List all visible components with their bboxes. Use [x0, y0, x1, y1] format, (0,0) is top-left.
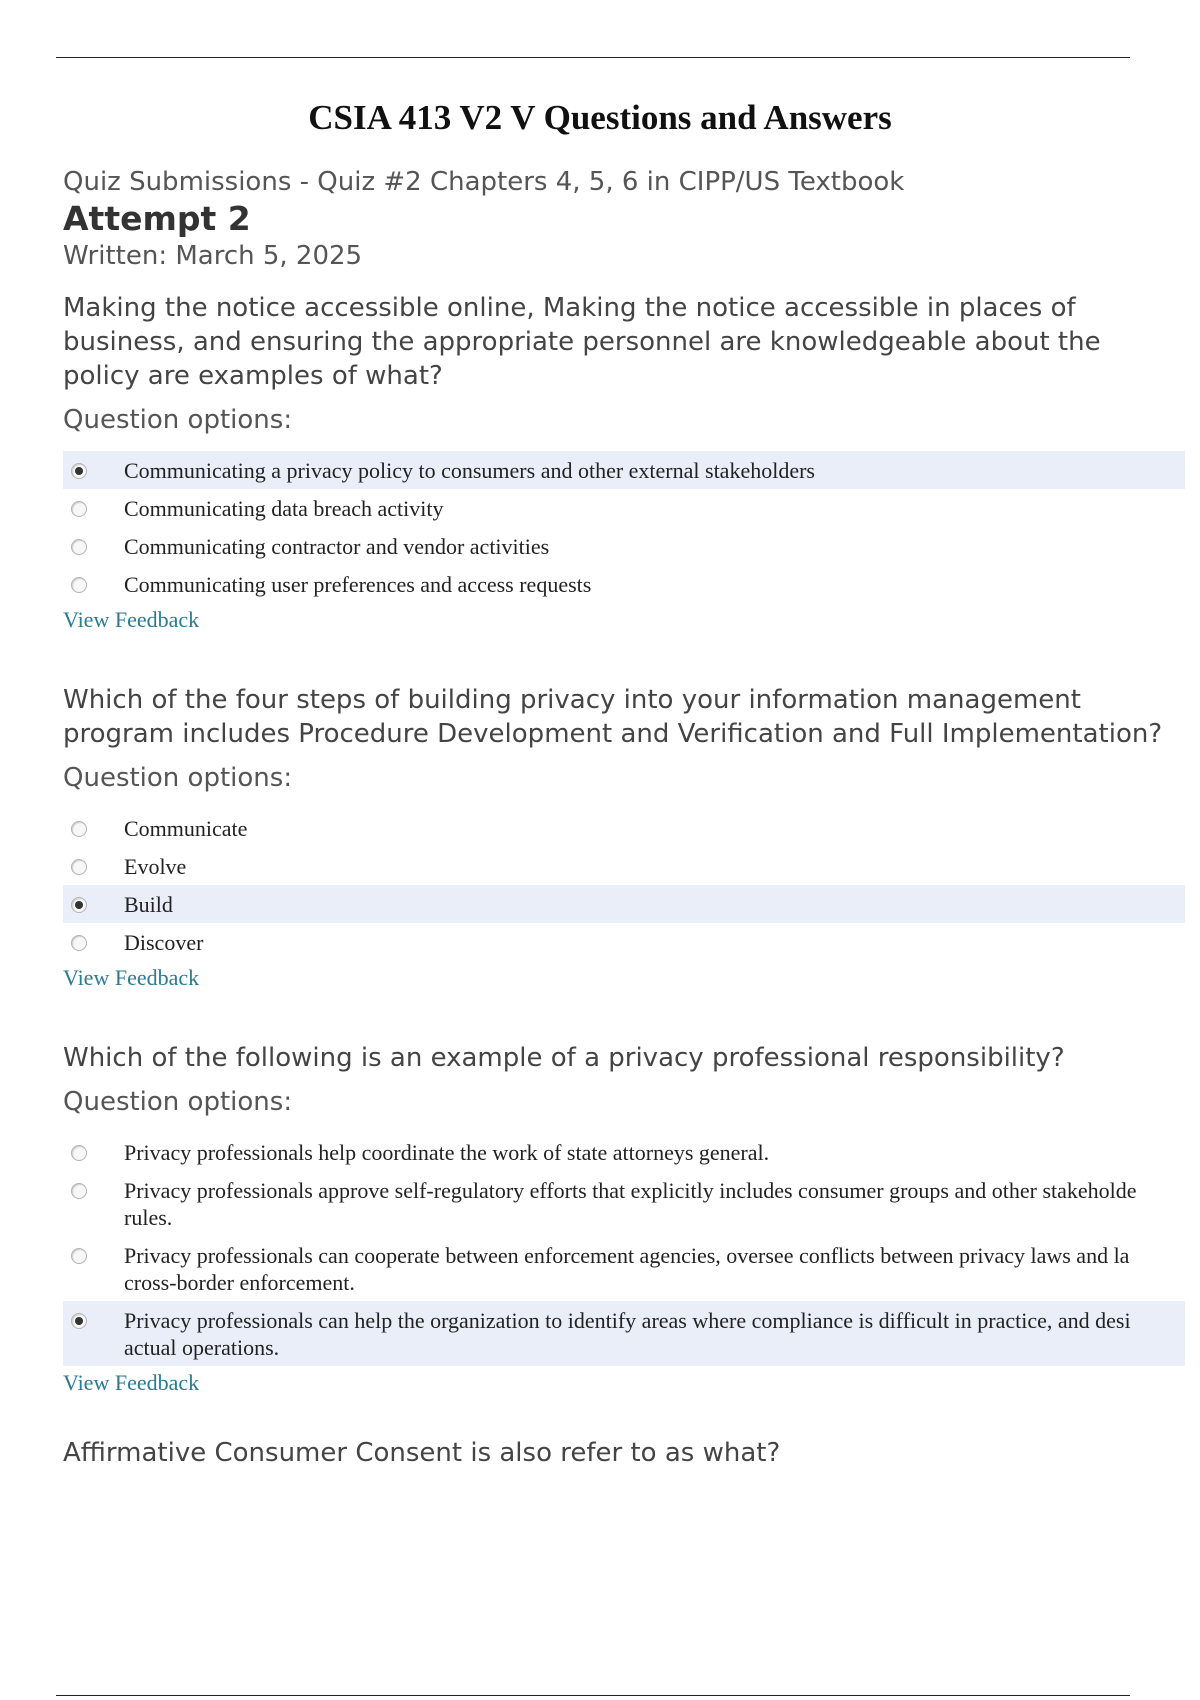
radio-icon[interactable]: [71, 1248, 87, 1264]
quiz-subtitle: Quiz Submissions - Quiz #2 Chapters 4, 5, 6 in CIPP/US Textbook: [63, 167, 905, 197]
option-selected[interactable]: [63, 885, 1185, 923]
option[interactable]: [63, 847, 1185, 885]
radio-icon[interactable]: [71, 501, 87, 517]
radio-icon[interactable]: [71, 1183, 87, 1199]
option-label: Communicating user preferences and access requests: [124, 572, 592, 597]
bottom-rule: [56, 1695, 1130, 1696]
view-feedback-link[interactable]: View Feedback: [63, 965, 200, 990]
question-3: [63, 1041, 1185, 1396]
option[interactable]: [63, 1171, 1185, 1236]
option[interactable]: [63, 565, 1185, 603]
document-title: CSIA 413 V2 V Questions and Answers: [308, 98, 892, 137]
option-label-line: Privacy professionals can help the organization to identify areas where compliance is difficult in practice, and desi: [124, 1308, 1131, 1333]
question-text: Affirmative Consumer Consent is also refer to as what?: [63, 1438, 781, 1468]
option[interactable]: [63, 1133, 1185, 1171]
written-date: Written: March 5, 2025: [63, 241, 363, 271]
option-list: [63, 809, 1185, 961]
radio-icon[interactable]: [71, 821, 87, 837]
option-label: Communicating contractor and vendor activities: [124, 534, 550, 559]
option-label: [124, 1307, 1185, 1361]
option-label: Communicating data breach activity: [124, 496, 444, 521]
view-feedback-link[interactable]: View Feedback: [63, 607, 200, 632]
radio-selected-icon[interactable]: [71, 897, 87, 913]
option[interactable]: [63, 809, 1185, 847]
option-selected[interactable]: [63, 1301, 1185, 1366]
question-options-label: Question options:: [63, 405, 293, 435]
option-label: Privacy professionals help coordinate the work of state attorneys general.: [124, 1140, 770, 1165]
question-options-label: Question options:: [63, 1087, 293, 1117]
option-label: Communicating a privacy policy to consumers and other external stakeholders: [124, 458, 815, 483]
option[interactable]: [63, 489, 1185, 527]
radio-icon[interactable]: [71, 935, 87, 951]
top-rule: [56, 57, 1130, 58]
option-label: Discover: [124, 930, 204, 955]
option-label: Evolve: [124, 854, 187, 879]
question-4: [63, 1436, 1185, 1470]
option-label-line: cross-border enforcement.: [124, 1270, 355, 1295]
option-selected[interactable]: [63, 451, 1185, 489]
question-options-label: Question options:: [63, 763, 293, 793]
radio-icon[interactable]: [71, 1145, 87, 1161]
question-text: Which of the following is an example of a privacy professional responsibility?: [63, 1043, 1065, 1073]
radio-selected-icon[interactable]: [71, 1313, 87, 1329]
option-label-line: Privacy professionals can cooperate between enforcement agencies, oversee conflicts between privacy laws and la: [124, 1243, 1130, 1268]
question-text: Making the notice accessible online, Making the notice accessible in places of business, and ensuring the appropriate personnel are knowledgeable about the policy are examples of what?: [63, 293, 1101, 391]
option-label: Communicate: [124, 816, 248, 841]
quiz-content: [63, 165, 1185, 1520]
question-1: [63, 291, 1185, 633]
option[interactable]: [63, 527, 1185, 565]
option[interactable]: [63, 1236, 1185, 1301]
question-text: Which of the four steps of building privacy into your information management program includes Procedure Development and Verification and Full Implementation?: [63, 685, 1163, 749]
view-feedback-link[interactable]: View Feedback: [63, 1370, 200, 1395]
option[interactable]: [63, 923, 1185, 961]
option-list: [63, 451, 1185, 603]
option-label-line: rules.: [124, 1205, 173, 1230]
option-list: [63, 1133, 1185, 1366]
option-label-line: Privacy professionals approve self-regulatory efforts that explicitly includes consumer groups and other stakeholde: [124, 1178, 1137, 1203]
option-label: Build: [124, 892, 173, 917]
option-label: [124, 1177, 1185, 1231]
radio-icon[interactable]: [71, 539, 87, 555]
radio-icon[interactable]: [71, 577, 87, 593]
option-label-line: actual operations.: [124, 1335, 280, 1360]
question-2: [63, 683, 1185, 991]
option-label: [124, 1242, 1185, 1296]
radio-icon[interactable]: [71, 859, 87, 875]
radio-selected-icon[interactable]: [71, 463, 87, 479]
attempt-heading: Attempt 2: [63, 199, 251, 238]
